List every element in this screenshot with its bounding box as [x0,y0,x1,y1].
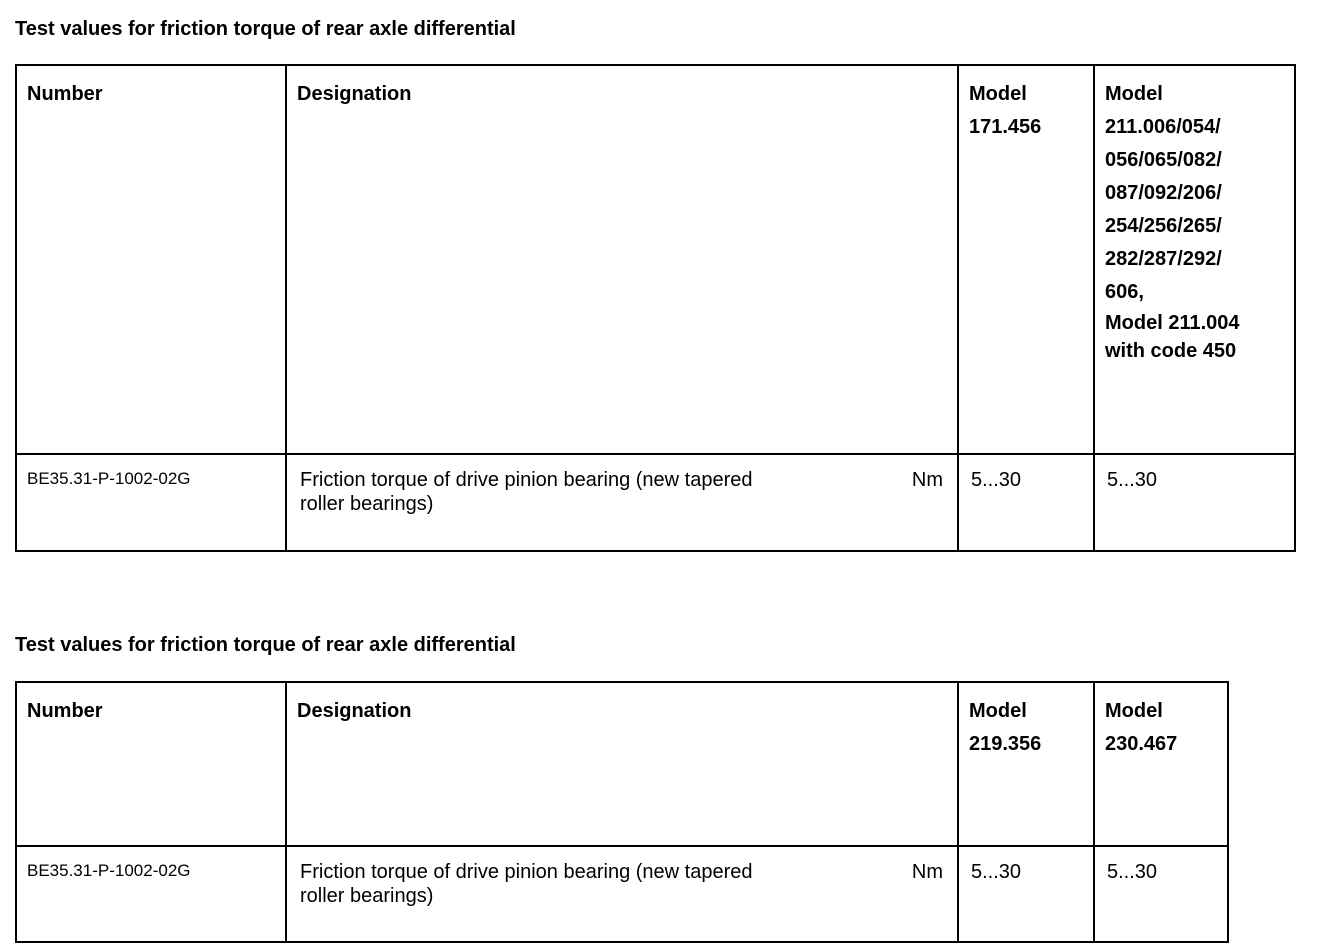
table1 [15,64,1296,552]
table1-model-b-line: 211.006/054/ [1105,116,1221,138]
table1-model-b-line: Model [1105,83,1163,105]
table1-designation-line: roller bearings) [300,493,434,515]
table1-model-b-extra-line: with code 450 [1105,340,1237,362]
table2-model-b-line: 230.467 [1105,733,1178,755]
table1-data-row [16,454,1295,551]
table2-row-unit: Nm [911,861,943,883]
table2-data-row [16,846,1228,942]
table1-header-number: Number [16,65,286,454]
table2-header-row [16,682,1228,846]
table1-model-b-line: 282/287/292/ [1105,248,1222,270]
table1-header-model-b [1094,65,1295,454]
table2-model-a-line: Model [969,700,1027,722]
table2-header-model-a [958,682,1094,846]
table2-model-b-line: Model [1105,700,1163,722]
table1-header-model-a [958,65,1094,454]
table2 [15,681,1229,943]
table1-model-b-line: 087/092/206/ [1105,182,1222,204]
table1-title: Test values for friction torque of rear axle differential [15,18,516,40]
table1-model-b-line: 254/256/265/ [1105,215,1222,237]
table1-model-a-line: Model [969,83,1027,105]
table2-model-a-line: 219.356 [969,733,1042,755]
table1-row-designation [286,454,958,551]
table2-row-designation [286,846,958,942]
table1-header-row [16,65,1295,454]
table1-model-b-line: 606, [1105,281,1144,303]
table1-designation-line: Friction torque of drive pinion bearing (new tapered [300,469,753,491]
table2-row-value-b: 5...30 [1094,846,1228,942]
table2-row-number: BE35.31-P-1002-02G [16,846,286,942]
table1-header-designation: Designation [286,65,958,454]
table2-designation-line: Friction torque of drive pinion bearing (new tapered [300,861,753,883]
table2-designation-line: roller bearings) [300,885,434,907]
table1-model-b-extra-line: Model 211.004 [1105,312,1240,334]
table2-header-designation: Designation [286,682,958,846]
table1-row-number: BE35.31-P-1002-02G [16,454,286,551]
table2-row-value-a: 5...30 [958,846,1094,942]
table2-title: Test values for friction torque of rear axle differential [15,634,516,656]
table1-row-unit: Nm [911,469,943,491]
table2-header-model-b [1094,682,1228,846]
table2-header-number: Number [16,682,286,846]
table1-model-b-line: 056/065/082/ [1105,149,1222,171]
table1-model-a-line: 171.456 [969,116,1042,138]
table1-row-value-a: 5...30 [958,454,1094,551]
table1-row-value-b: 5...30 [1094,454,1295,551]
